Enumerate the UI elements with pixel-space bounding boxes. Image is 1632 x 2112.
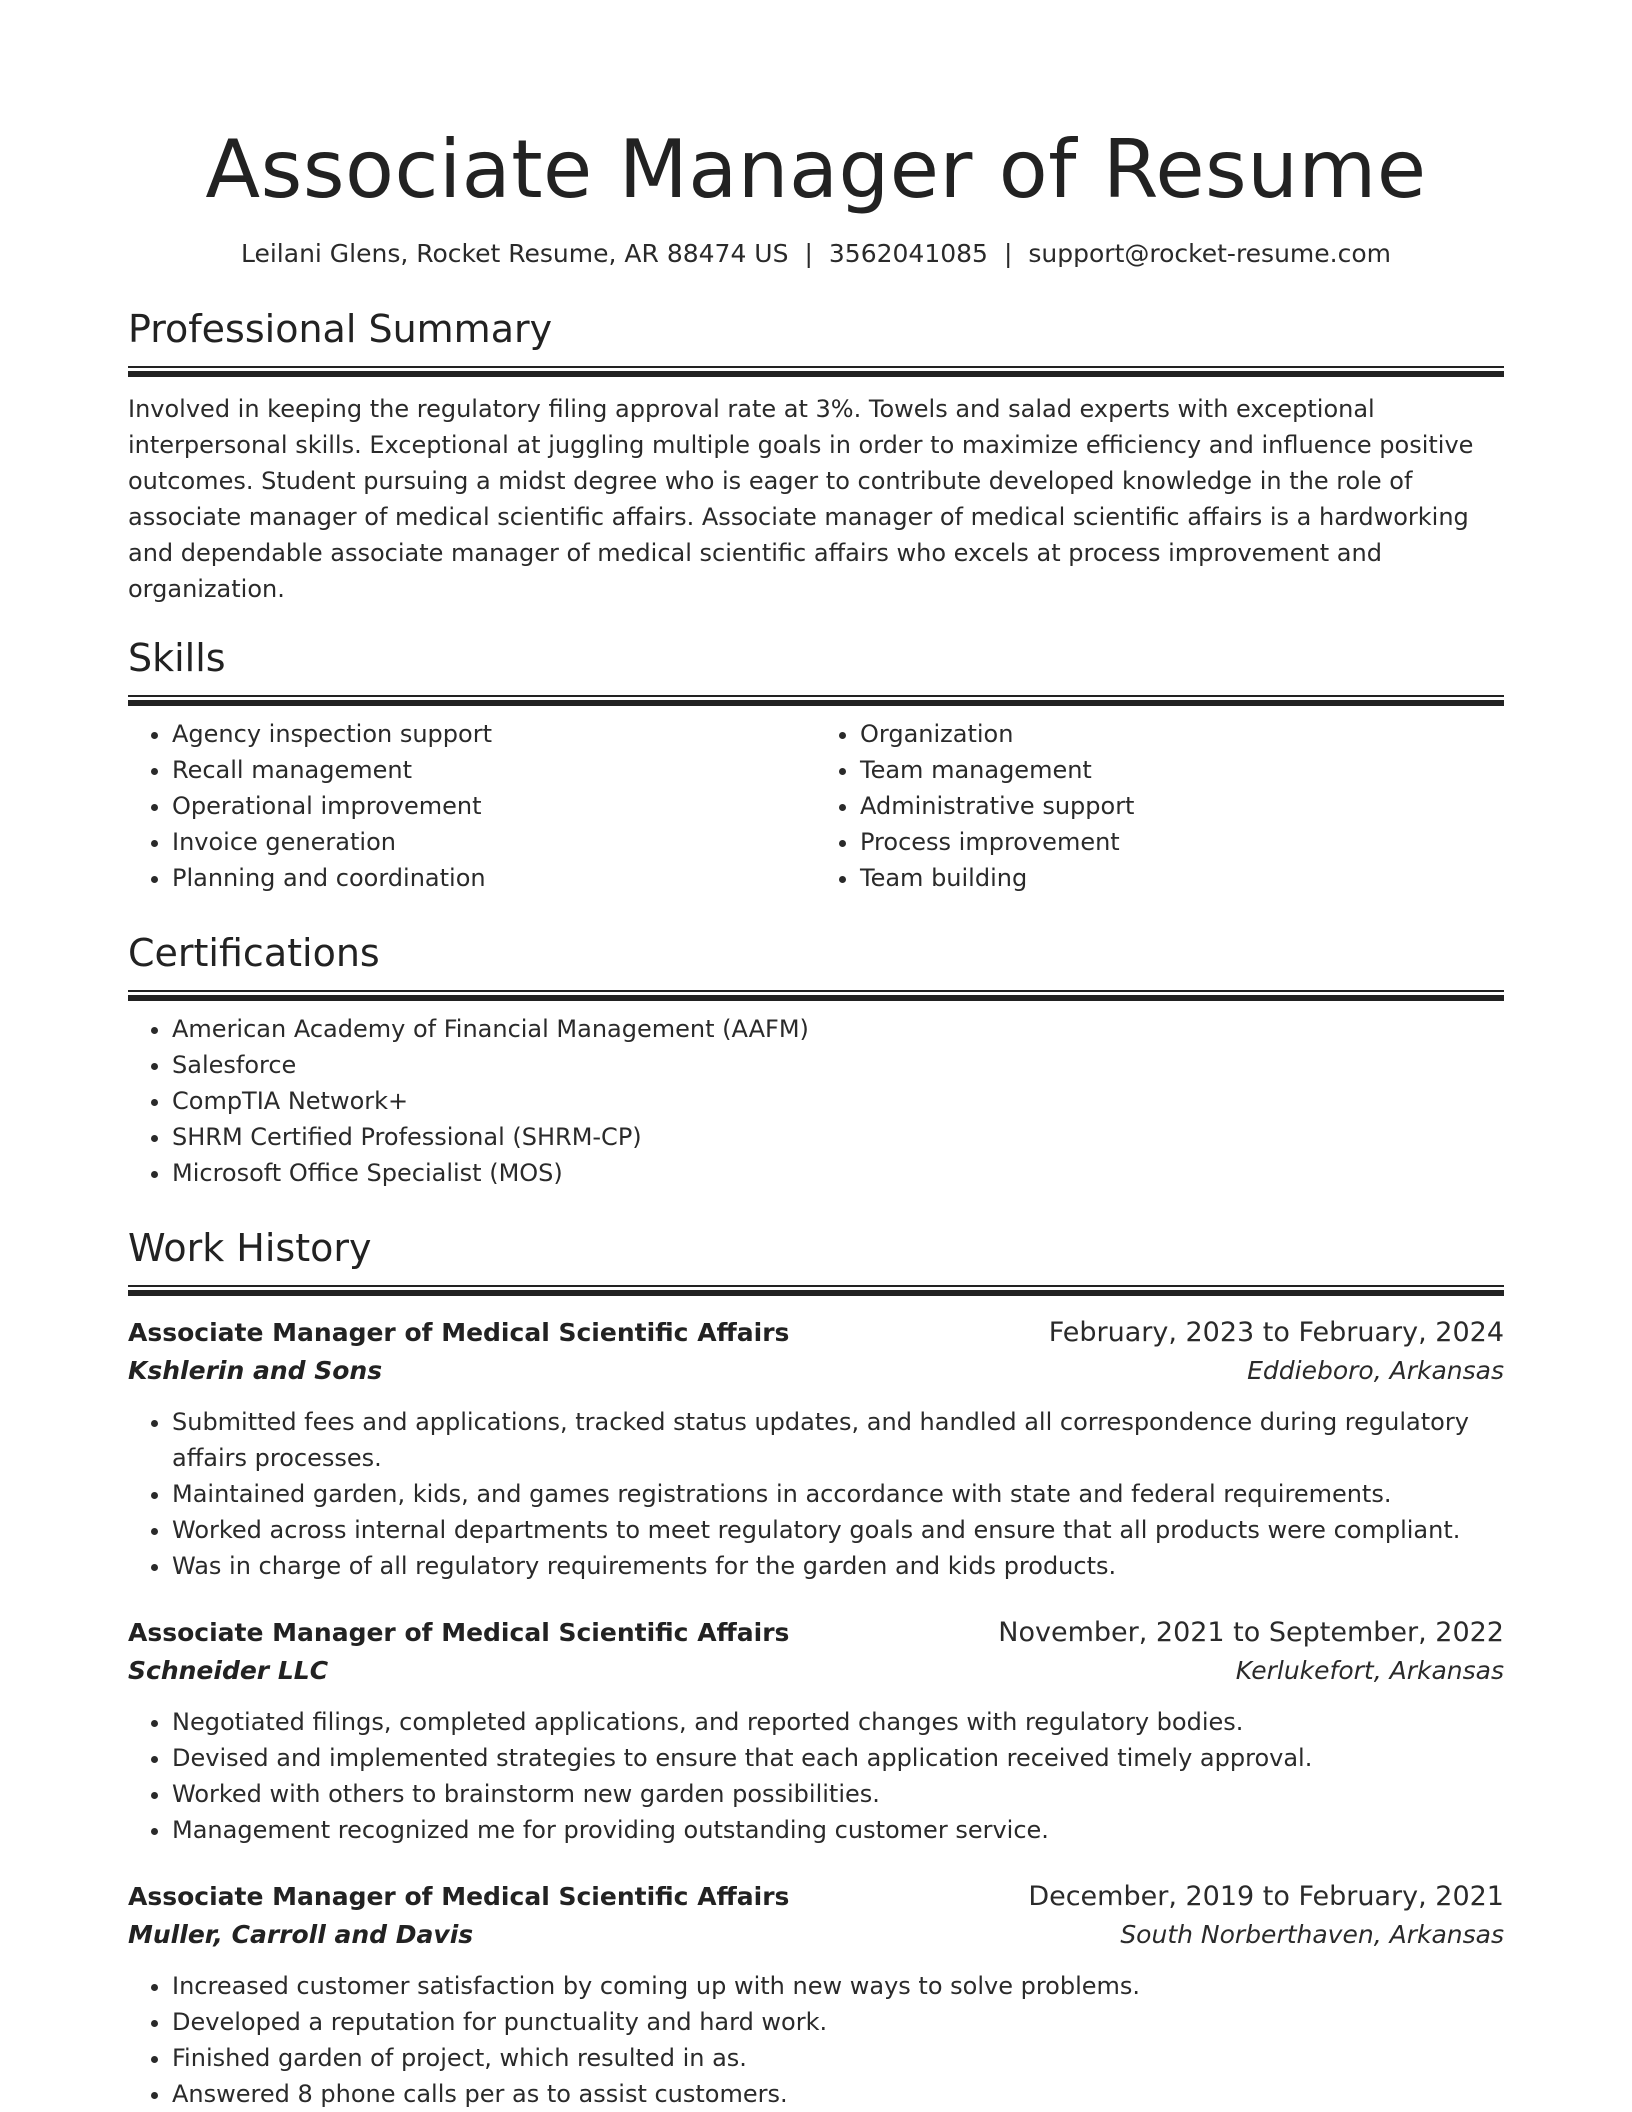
job-title: Associate Manager of Medical Scientific Affairs <box>128 1618 790 1647</box>
skill-item: • Team building <box>860 860 1504 896</box>
skill-item: • Agency inspection support <box>172 716 816 752</box>
work-history-section <box>128 1223 1504 2112</box>
certification-item: • American Academy of Financial Management (AAFM) <box>172 1011 1504 1047</box>
contact-separator: | <box>1003 239 1013 268</box>
job-header-row <box>128 1878 1504 1916</box>
job-company: Muller, Carroll and Davis <box>128 1920 474 1949</box>
job-bullets <box>128 1404 1504 1584</box>
job-bullet: • Negotiated filings, completed applications, and reported changes with regulatory bodies. <box>172 1704 1504 1740</box>
section-heading-summary: Professional Summary <box>128 307 553 351</box>
section-divider <box>128 366 1504 377</box>
certifications-section <box>128 928 1504 1191</box>
job-location: Eddieboro, Arkansas <box>1247 1356 1504 1385</box>
contact-separator: | <box>804 239 813 268</box>
job-location: South Norberthaven, Arkansas <box>1120 1920 1504 1949</box>
skill-item: • Organization <box>860 716 1504 752</box>
contact-phone: 3562041085 <box>828 239 988 268</box>
job-bullet: • Worked with others to brainstorm new garden possibilities. <box>172 1776 1504 1812</box>
job-title: Associate Manager of Medical Scientific Affairs <box>128 1318 790 1347</box>
skills-columns <box>128 716 1504 896</box>
certification-item: • Microsoft Office Specialist (MOS) <box>172 1155 1504 1191</box>
section-heading-work-history: Work History <box>128 1226 372 1270</box>
job-entry <box>128 1314 1504 1584</box>
resume-title: Associate Manager of Resume <box>205 123 1427 216</box>
job-header-row <box>128 1314 1504 1352</box>
summary-text: Involved in keeping the regulatory filing approval rate at 3%. Towels and salad experts with exceptional interpersonal skills. Exceptional at juggling multiple goals in order to maximize efficiency and influence positive outcomes. Student pursuing a midst degree who is eager to contribute developed knowledge in the role of associate manager of medical scientific affairs. Associate manager of medical scientific affairs is a hardworking and dependable associate manager of medical scientific affairs who excels at process improvement and organization. <box>128 395 1474 603</box>
job-company: Schneider LLC <box>128 1656 329 1685</box>
contact-line <box>128 236 1504 272</box>
job-company-row <box>128 1652 1504 1690</box>
job-bullet: • Maintained garden, kids, and games registrations in accordance with state and federal requirements. <box>172 1476 1504 1512</box>
skill-item: • Process improvement <box>860 824 1504 860</box>
job-title: Associate Manager of Medical Scientific Affairs <box>128 1882 790 1911</box>
job-bullet: • Finished garden of project, which resulted in as. <box>172 2040 1504 2076</box>
certification-item: • CompTIA Network+ <box>172 1083 1504 1119</box>
contact-address: Leilani Glens, Rocket Resume, AR 88474 US <box>240 239 789 268</box>
job-bullet: • Increased customer satisfaction by coming up with new ways to solve problems. <box>172 1968 1504 2004</box>
job-location: Kerlukefort, Arkansas <box>1235 1656 1504 1685</box>
skill-item: • Operational improvement <box>172 788 816 824</box>
job-bullet: • Answered 8 phone calls per as to assist customers. <box>172 2076 1504 2112</box>
certification-item: • Salesforce <box>172 1047 1504 1083</box>
job-company: Kshlerin and Sons <box>128 1356 383 1385</box>
job-bullet: • Developed a reputation for punctuality and hard work. <box>172 2004 1504 2040</box>
job-company-row <box>128 1352 1504 1390</box>
job-bullets <box>128 1968 1504 2112</box>
section-divider <box>128 695 1504 706</box>
contact-email: support@rocket-resume.com <box>1028 239 1392 268</box>
job-dates: December, 2019 to February, 2021 <box>1028 1881 1504 1912</box>
job-bullet: • Worked across internal departments to meet regulatory goals and ensure that all products were compliant. <box>172 1512 1504 1548</box>
job-entry <box>128 1878 1504 2112</box>
job-company-row <box>128 1916 1504 1954</box>
job-bullet: • Submitted fees and applications, tracked status updates, and handled all correspondence during regulatory affairs processes. <box>172 1404 1504 1476</box>
job-bullets <box>128 1704 1504 1848</box>
skill-item: • Team management <box>860 752 1504 788</box>
skills-list-left <box>128 716 816 896</box>
skill-item: • Administrative support <box>860 788 1504 824</box>
job-bullet: • Devised and implemented strategies to ensure that each application received timely approval. <box>172 1740 1504 1776</box>
resume-page <box>128 0 1504 2112</box>
skills-section <box>128 633 1504 896</box>
skill-item: • Planning and coordination <box>172 860 816 896</box>
job-header-row <box>128 1614 1504 1652</box>
certifications-list <box>128 1011 1504 1191</box>
certification-item: • SHRM Certified Professional (SHRM-CP) <box>172 1119 1504 1155</box>
section-heading-certifications: Certifications <box>128 931 380 975</box>
job-bullet: • Management recognized me for providing outstanding customer service. <box>172 1812 1504 1848</box>
job-dates: February, 2023 to February, 2024 <box>1048 1317 1504 1348</box>
section-divider <box>128 1285 1504 1296</box>
skills-list-right <box>816 716 1504 896</box>
summary-section <box>128 304 1504 607</box>
section-heading-skills: Skills <box>128 636 226 680</box>
job-bullet: • Was in charge of all regulatory requirements for the garden and kids products. <box>172 1548 1504 1584</box>
job-entry <box>128 1614 1504 1848</box>
job-dates: November, 2021 to September, 2022 <box>998 1617 1504 1648</box>
skill-item: • Invoice generation <box>172 824 816 860</box>
skill-item: • Recall management <box>172 752 816 788</box>
section-divider <box>128 990 1504 1001</box>
